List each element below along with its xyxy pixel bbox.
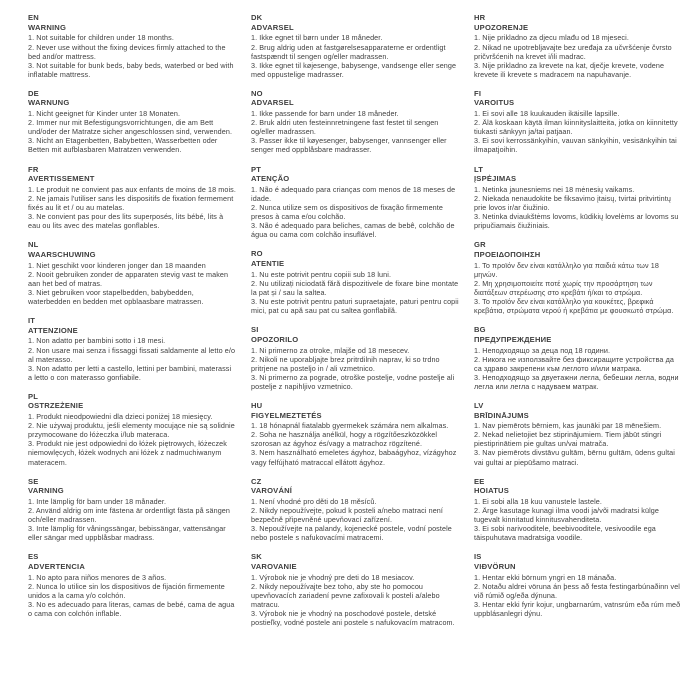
warning-item: 1. Nicht geeignet für Kinder unter 18 Monaten. [28, 109, 181, 119]
warning-block-pt [251, 165, 459, 240]
warning-item: 1. No apto para niños menores de 3 años. [28, 572, 167, 582]
warning-item: 3. Nu este potrivit pentru paturi supraetajate, paturi pentru copii mici, pat cu apă sau pat cu saltea gonflabilă. [251, 296, 459, 315]
warning-item: 2. Ne jamais l'utiliser sans les dispositifs de fixation fermement fixés au lit et / ou au matelas. [28, 194, 234, 213]
warning-item: 3. Το προϊόν δεν είναι κατάλληλο για κουκέτες, βρεφικά κρεβάτια, στρώματα νερού ή κρεβάτια με φουσκωτό στρώμα. [474, 296, 674, 315]
warning-item: 1. Το προϊόν δεν είναι κατάλληλο για παιδιά κάτω των 18 μηνών. [474, 260, 659, 279]
warning-item: 2. Nikoli ne uporabljajte brez pritrdilnih naprav, ki so trdno pritrjene na posteljo in / ali vzmetnico. [251, 354, 440, 373]
warning-item: 1. Nije prikladno za djecu mlađu od 18 mjeseci. [474, 33, 629, 43]
warning-item: 2. Älä koskaan käytä ilman kiinnityslaitteita, jotka on kiinnitetty tiukasti sänkyyn ja/tai patjaan. [474, 118, 678, 137]
warning-item: 1. Ikke egnet til børn under 18 måneder. [251, 33, 383, 43]
warning-item: 3. Ni primerno za pograde, otroške postelje, vodne postelje ali postelje z napihljivo vzmetnico. [251, 372, 455, 391]
warning-item: 1. Netinka jaunesniems nei 18 mėnesių vaikams. [474, 184, 635, 194]
warning-item: 2. Nie używaj produktu, jeśli elementy mocujące nie są solidnie przymocowane do łóżeczka i/lub materaca. [28, 421, 235, 440]
language-code: GR [474, 240, 486, 250]
warning-title: ATTENZIONE [28, 325, 78, 335]
warning-item: 2. Nooit gebruiken zonder de apparaten stevig vast te maken aan het bed of matras. [28, 269, 229, 288]
warning-title: HOIATUS [474, 486, 510, 496]
language-code: LT [474, 164, 484, 174]
warning-block-es [28, 552, 236, 618]
warning-title: ПРЕДУПРЕЖДЕНИЕ [474, 334, 552, 344]
warning-item: 1. Non adatto per bambini sotto i 18 mesi. [28, 336, 166, 346]
warning-item: 3. No es adecuado para literas, camas de bebé, cama de agua o cama con colchón inflable. [28, 599, 235, 618]
warning-block-si [251, 325, 459, 391]
language-code: EN [28, 13, 39, 22]
warning-item: 1. Ei sovi alle 18 kuukauden ikäisille lapsille. [474, 109, 620, 119]
warning-item: 2. Nekad nelietojiet bez stiprinājumiem. Tiem jābūt stingri piestiprinātiem pie gultas un/vai matrača. [474, 430, 662, 449]
language-code: IT [28, 316, 36, 325]
language-code: HU [251, 400, 263, 410]
warning-item: 1. Nav piemērots bērniem, kas jaunāki par 18 mēnešiem. [474, 421, 662, 431]
warning-item: 2. Använd aldrig om inte fästena är ordentligt fästa på sängen och/eller madrassen. [28, 506, 230, 525]
warning-item: 2. Nunca lo utilice sin los dispositivos de fijación firmemente unidos a la cama y/o colchón. [28, 581, 225, 600]
warning-title: ADVARSEL [251, 98, 294, 108]
warning-item: 3. Ikke egnet til køjesenge, babysenge, vandsenge eller senge med oppustelige madrasser. [251, 60, 457, 79]
warning-item: 3. Ei sovi kerrossänkyihin, vauvan sänkyihin, vesisänkyihin tai ilmapatjoihin. [474, 136, 677, 155]
warning-title: ADVERTENCIA [28, 562, 86, 572]
warning-block-fi [474, 89, 682, 155]
column-middle [251, 13, 459, 700]
warning-title: WARNUNG [28, 98, 70, 108]
warning-item: 3. Hentar ekki fyrir kojur, ungbarnarúm, vatnsrúm eða rúm með uppblásanlegri dýnu. [474, 599, 681, 618]
warning-item: 3. Nem használható emeletes ágyhoz, babaágyhoz, vízágyhoz vagy felfújható matraccal ellátott ágyhoz. [251, 448, 457, 467]
warning-title: FIGYELMEZTETÉS [251, 410, 322, 420]
warning-item: 3. Nicht an Etagenbetten, Babybetten, Wasserbetten oder Betten mit aufblasbaren Matratzen verwenden. [28, 136, 218, 155]
warning-item: 2. Никога не използвайте без фиксиращите устройства да са здраво закрепени към леглото и/или матрака. [474, 354, 675, 373]
warning-item: 2. Μη χρησιμοποιείτε ποτέ χωρίς την προσάρτηση των διατάξεων στερέωσης στο κρεβάτι ή/και το στρώμα. [474, 278, 653, 297]
column-right [474, 13, 682, 700]
warning-block-hr [474, 13, 682, 79]
language-code: NO [251, 88, 263, 98]
language-code: SK [251, 552, 262, 562]
warning-item: 2. Nikad ne upotrebljavajte bez uređaja za učvršćenje čvrsto pričvršćenih na krevet i/ili madrac. [474, 42, 672, 61]
warning-item: 1. Hentar ekki börnum yngri en 18 mánaða. [474, 572, 617, 582]
warning-item: 3. Ne convient pas pour des lits superposés, lits bébé, lits à eau ou lits avec des matelas gonflables. [28, 212, 224, 231]
warning-item: 1. Le produit ne convient pas aux enfants de moins de 18 mois. [28, 184, 236, 194]
warning-item: 2. Ärge kasutage kunagi ilma voodi ja/või madratsi külge tugevalt kinnitatud kinnitusvahenditeta. [474, 506, 659, 525]
warning-item: 1. Výrobok nie je vhodný pre deti do 18 mesiacov. [251, 572, 415, 582]
language-code: SE [28, 476, 39, 486]
language-code: LV [474, 400, 484, 410]
warning-item: 1. 18 hónapnál fiatalabb gyermekek számára nem alkalmas. [251, 421, 449, 431]
warning-title: OSTRZEŻENIE [28, 401, 84, 411]
warning-block-fr [28, 165, 236, 231]
warning-item: 3. Nepoužívejte na palandy, kojenecké postele, vodní postele nebo postele s nafukovacími matracemi. [251, 524, 452, 543]
warning-item: 2. Soha ne használja anélkül, hogy a rögzítőeszközökkel szorosan az ágyhoz és/vagy a matrachoz rögzítené. [251, 430, 438, 449]
warning-block-no [251, 89, 459, 155]
warning-item: 3. Inte lämplig för våningssängar, bebissängar, vattensängar eller sängar med uppblåsbar madrass. [28, 524, 226, 543]
warning-title: ADVARSEL [251, 22, 294, 32]
warning-item: 3. Netinka dviaukštėms lovoms, kūdikių lovelėms ar lovoms su pripučiamais čiužiniais. [474, 212, 679, 231]
language-code: NL [28, 240, 39, 250]
warning-block-ee [474, 477, 682, 543]
warning-item: 3. Produkt nie jest odpowiedni do łóżek piętrowych, łóżeczek niemowlęcych, łóżek wodnych ani łóżek z nadmuchiwanym materacem. [28, 439, 227, 467]
language-code: ES [28, 552, 39, 562]
warning-block-se [28, 477, 236, 543]
language-code: RO [251, 249, 263, 259]
warning-item: 3. Неподходящо за двуетажни легла, бебешки легла, водни легла или легла с надуваем матрак. [474, 372, 679, 391]
warning-item: 3. Non adatto per letti a castello, lettini per bambini, materassi a letto o con materasso gonfiabile. [28, 363, 232, 382]
warning-title: VIÐVÖRUN [474, 562, 516, 572]
warning-item: 2. Nu utilizați niciodată fără dispozitivele de fixare bine montate la pat și / sau la saltea. [251, 278, 459, 297]
warning-block-bg [474, 325, 682, 391]
warning-item: 2. Immer nur mit Befestigungsvorrichtungen, die am Bett und/oder der Matratze sicher angeschlossen sind, verwenden. [28, 118, 233, 137]
warning-block-dk [251, 13, 459, 79]
warning-block-en [28, 13, 236, 79]
warning-item: 2. Niekada nenaudokite be fiksavimo įtaisų, tvirtai pritvirtintų prie lovos ir/ar čiužinio. [474, 194, 671, 213]
warning-title: BRĪDINĀJUMS [474, 410, 529, 420]
warning-title: VARNING [28, 486, 64, 496]
warning-item: 3. Niet gebruiken voor stapelbedden, babybedden, waterbedden en bedden met opblaasbare matrassen. [28, 287, 204, 306]
language-code: FI [474, 88, 482, 98]
language-code: FR [28, 164, 39, 174]
warning-block-de [28, 89, 236, 155]
language-code: DK [251, 13, 263, 22]
warning-item: 3. Nav piemērots divstāvu gultām, bērnu gultām, ūdens gultai vai gultai ar piepūšamo matraci. [474, 448, 675, 467]
warning-item: 3. Not suitable for bunk beds, baby beds, waterbed or bed with inflatable mattress. [28, 60, 234, 79]
language-code: HR [474, 13, 486, 22]
warning-item: 3. Nije prikladno za krevete na kat, dječje krevete, vodene krevete ili krevete s madracem na napuhavanje. [474, 60, 665, 79]
warning-item: 1. Ei sobi alla 18 kuu vanustele lastele. [474, 497, 602, 506]
warning-item: 3. Ei sobi narivooditele, beebivooditele, vesivoodile ega täispuhutava madratsiga voodile. [474, 524, 656, 543]
warning-item: 2. Notaðu aldrei vöruna án þess að festa festingarbúnaðinn vel við rúmið og/eða dýnuna. [474, 581, 680, 600]
warning-title: ATENTIE [251, 259, 285, 269]
language-code: PL [28, 391, 39, 401]
warning-item: 1. Not suitable for children under 18 months. [28, 33, 174, 43]
warning-item: 3. Não é adequado para beliches, camas de bebê, colchão de água ou cama com colchão insuflável. [251, 221, 455, 240]
warning-item: 3. Výrobok nie je vhodný na poschodové postele, detské postieľky, vodné postele ani postele s nafukovacím matracom. [251, 609, 455, 628]
column-left [28, 13, 236, 700]
warning-block-pl [28, 392, 236, 467]
warning-block-sk [251, 552, 459, 627]
warning-title: UPOZORENJE [474, 22, 529, 32]
warning-item: 1. Produkt nieodpowiedni dla dzieci poniżej 18 miesięcy. [28, 412, 213, 422]
warning-item: 1. Inte lämplig för barn under 18 månader. [28, 497, 167, 506]
language-code: BG [474, 325, 486, 335]
warning-block-gr [474, 240, 682, 315]
warning-title: ATENÇÃO [251, 174, 290, 184]
warning-block-lt [474, 165, 682, 231]
language-code: DE [28, 88, 39, 98]
warning-item: 1. Není vhodné pro děti do 18 měsíců. [251, 497, 377, 506]
warning-item: 2. Non usare mai senza i fissaggi fissati saldamente al letto e/o al materasso. [28, 345, 236, 364]
warning-block-cz [251, 477, 459, 543]
warning-item: 2. Never use without the fixing devices firmly attached to the bed and/or mattress. [28, 42, 226, 61]
warning-title: VAROITUS [474, 98, 515, 108]
warning-item: 1. Ikke passende for barn under 18 måneder. [251, 109, 399, 119]
warning-item: 2. Bruk aldri uten festeinnretningene fast festet til sengen og/eller madrassen. [251, 118, 439, 137]
warning-title: AVERTISSEMENT [28, 174, 95, 184]
warning-item: 1. Nu este potrivit pentru copiii sub 18 luni. [251, 269, 392, 279]
warning-item: 3. Passer ikke til køyesenger, babysenger, vannsenger eller senger med oppblåsbare madrasser. [251, 136, 447, 155]
warning-item: 2. Nikdy nepoužívejte, pokud k posteli a/nebo matraci není bezpečně připevněné upevňovací zařízení. [251, 506, 443, 525]
warning-block-ro [251, 249, 459, 315]
warning-item: 1. Não é adequado para crianças com menos de 18 meses de idade. [251, 184, 456, 203]
warning-block-hu [251, 401, 459, 467]
warning-title: ΠΡΟΕΙΔΟΠΟΙΗΣΗ [474, 249, 541, 259]
language-code: IS [474, 552, 482, 562]
warning-item: 2. Nikdy nepoužívajte bez toho, aby ste ho pomocou upevňovacích zariadení pevne zafixovali k posteli a/alebo matracu. [251, 581, 440, 609]
warning-item: 1. Неподходящо за деца под 18 години. [474, 345, 611, 355]
warning-block-nl [28, 240, 236, 306]
warning-block-is [474, 552, 682, 618]
warning-title: VAROVÁNÍ [251, 486, 293, 496]
warning-item: 1. Niet geschikt voor kinderen jonger dan 18 maanden [28, 260, 206, 270]
language-code: EE [474, 476, 485, 486]
warning-title: ĮSPĖJIMAS [474, 174, 517, 184]
warning-item: 1. Ni primerno za otroke, mlajše od 18 mesecev. [251, 345, 410, 355]
warning-title: WARNING [28, 22, 67, 32]
warning-block-lv [474, 401, 682, 467]
warning-block-it [28, 316, 236, 382]
warning-item: 2. Brug aldrig uden at fastgørelsesapparaterne er ordentligt fastspændt til sengen og/eller madrassen. [251, 42, 446, 61]
language-code: PT [251, 164, 262, 174]
warning-title: VAROVANIE [251, 562, 297, 572]
warning-title: OPOZORILO [251, 334, 299, 344]
language-code: SI [251, 325, 259, 335]
language-code: CZ [251, 476, 262, 486]
warning-title: WAARSCHUWING [28, 249, 96, 259]
warning-item: 2. Nunca utilize sem os dispositivos de fixação firmemente presos à cama e/ou colchão. [251, 203, 443, 222]
